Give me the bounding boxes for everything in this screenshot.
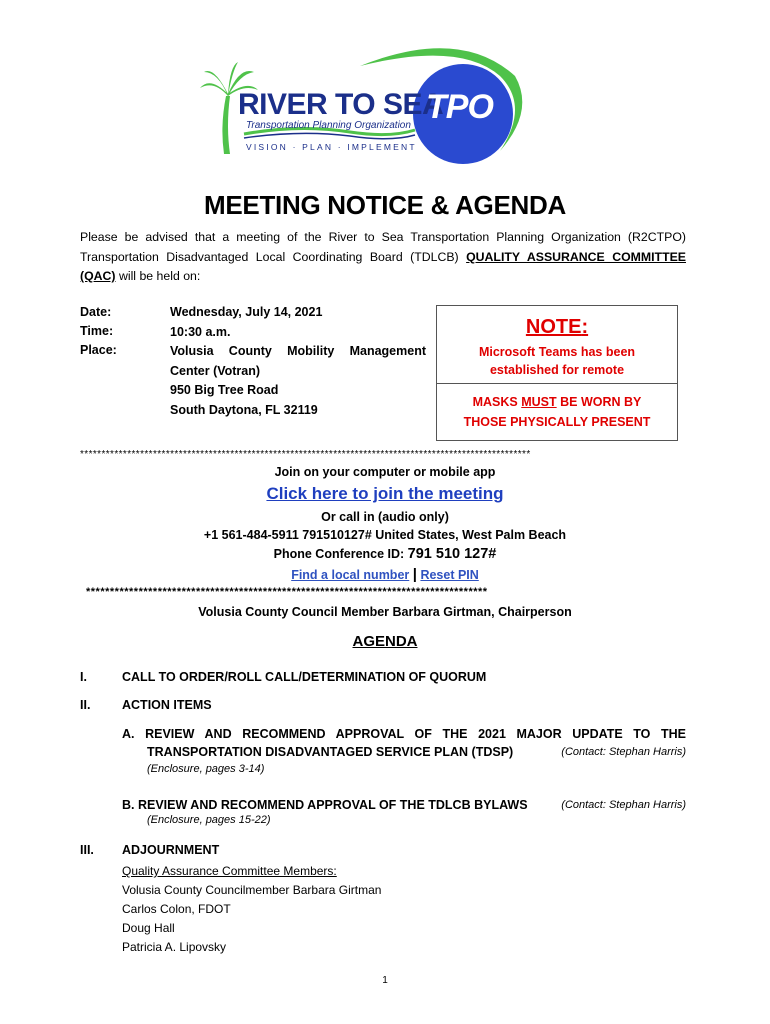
rtpo-logo <box>200 36 530 166</box>
separator-stars-1: ********************************************************************************************************* <box>80 449 531 460</box>
note-title <box>437 316 677 339</box>
meeting-date: Wednesday, July 14, 2021 <box>170 305 323 319</box>
sub-a-contact: (Contact: Stephan Harris) <box>561 746 686 758</box>
logo-tpo-badge: TPO <box>426 88 493 126</box>
link-separator: | <box>412 566 417 583</box>
logo-subtitle: Transportation Planning Organization <box>246 120 411 131</box>
sub-a-line1: A. REVIEW AND RECOMMEND APPROVAL OF THE 2021 MAJOR UPDATE TO THE <box>122 727 686 741</box>
place-label: Place: <box>80 343 117 357</box>
logo-river-text: RIVER TO SEA <box>238 88 444 121</box>
agenda-item-2-label: ACTION ITEMS <box>122 698 212 712</box>
intro-text: Please be advised that a meeting of the River to Sea Transportation Planning Organization (R2CTPO) Transportation Disadvantaged Local Coordinating Board (TDLCB) <box>80 230 686 264</box>
masks-text-b: BE WORN BY THOSE PHYSICALLY PRESENT <box>463 395 651 429</box>
separator-stars-2: ************************************************************************************ <box>86 586 488 598</box>
agenda-item-3-label: ADJOURNMENT <box>122 843 220 857</box>
committee-name: QUALITY ASSURANCE COMMITTEE (QAC) <box>80 249 686 283</box>
intro-paragraph <box>80 228 686 287</box>
find-local-number-link[interactable]: Find a local number <box>291 568 410 582</box>
member-2: Carlos Colon, FDOT <box>122 902 231 916</box>
note-teams: Microsoft Teams has been established for remote <box>478 345 636 377</box>
agenda-sub-b <box>122 796 686 814</box>
phone-links <box>0 566 770 583</box>
meeting-place-city: South Daytona, FL 32119 <box>170 402 318 417</box>
note-title-colon: : <box>581 316 589 338</box>
sub-b-line1: B. REVIEW AND RECOMMEND APPROVAL OF THE TDLCB BYLAWS <box>122 798 528 812</box>
note-masks <box>437 392 677 432</box>
join-intro: Join on your computer or mobile app <box>274 465 496 479</box>
note-box <box>436 305 678 441</box>
meeting-place-venue: Volusia County Mobility Management Center (Votran) <box>170 344 426 378</box>
meeting-details <box>170 303 426 420</box>
join-meeting-link[interactable]: Click here to join the meeting <box>266 484 504 503</box>
agenda-item-3-number: III. <box>80 843 94 857</box>
meeting-place-street: 950 Big Tree Road <box>170 383 279 397</box>
masks-text-a: MASKS <box>472 395 522 409</box>
members-heading: Quality Assurance Committee Members: <box>122 864 337 878</box>
sub-b-contact: (Contact: Stephan Harris) <box>561 799 686 811</box>
note-divider <box>437 383 677 384</box>
conference-id-row <box>0 546 770 562</box>
agenda-item-1-number: I. <box>80 670 87 684</box>
member-4: Patricia A. Lipovsky <box>122 940 227 954</box>
member-3: Doug Hall <box>122 921 175 935</box>
agenda-heading: AGENDA <box>352 633 418 650</box>
member-1: Volusia County Councilmember Barbara Girtman <box>122 883 382 897</box>
conference-id-label: Phone Conference ID: <box>273 547 408 561</box>
masks-must: MUST <box>521 395 557 409</box>
join-link-row <box>0 484 770 504</box>
time-label: Time: <box>80 324 114 338</box>
agenda-item-1-label: CALL TO ORDER/ROLL CALL/DETERMINATION OF QUORUM <box>122 670 487 684</box>
intro-tail: will be held on: <box>118 269 201 283</box>
sub-a-line2: TRANSPORTATION DISADVANTAGED SERVICE PLAN (TDSP) <box>147 745 514 759</box>
sub-a-line2-row <box>122 743 686 761</box>
conference-id: 791 510 127# <box>407 546 497 562</box>
page-title: MEETING NOTICE & AGENDA <box>204 190 566 220</box>
meeting-time: 10:30 a.m. <box>170 324 231 339</box>
sub-b-enclosure: (Enclosure, pages 15-22) <box>147 814 271 826</box>
committee-members <box>122 862 381 957</box>
logo-tagline: VISION · PLAN · IMPLEMENT <box>246 142 417 152</box>
agenda-item-2-number: II. <box>80 698 91 712</box>
page-number: 1 <box>382 975 388 986</box>
sub-a-enclosure: (Enclosure, pages 3-14) <box>147 763 265 775</box>
reset-pin-link[interactable]: Reset PIN <box>420 568 479 582</box>
note-title-text: NOTE <box>525 316 582 338</box>
call-in-label: Or call in (audio only) <box>321 510 449 524</box>
date-label: Date: <box>80 305 112 319</box>
phone-number: +1 561-484-5911 791510127# United States, West Palm Beach <box>203 528 567 542</box>
agenda-sub-a <box>122 725 686 761</box>
chairperson: Volusia County Council Member Barbara Girtman, Chairperson <box>198 605 572 619</box>
